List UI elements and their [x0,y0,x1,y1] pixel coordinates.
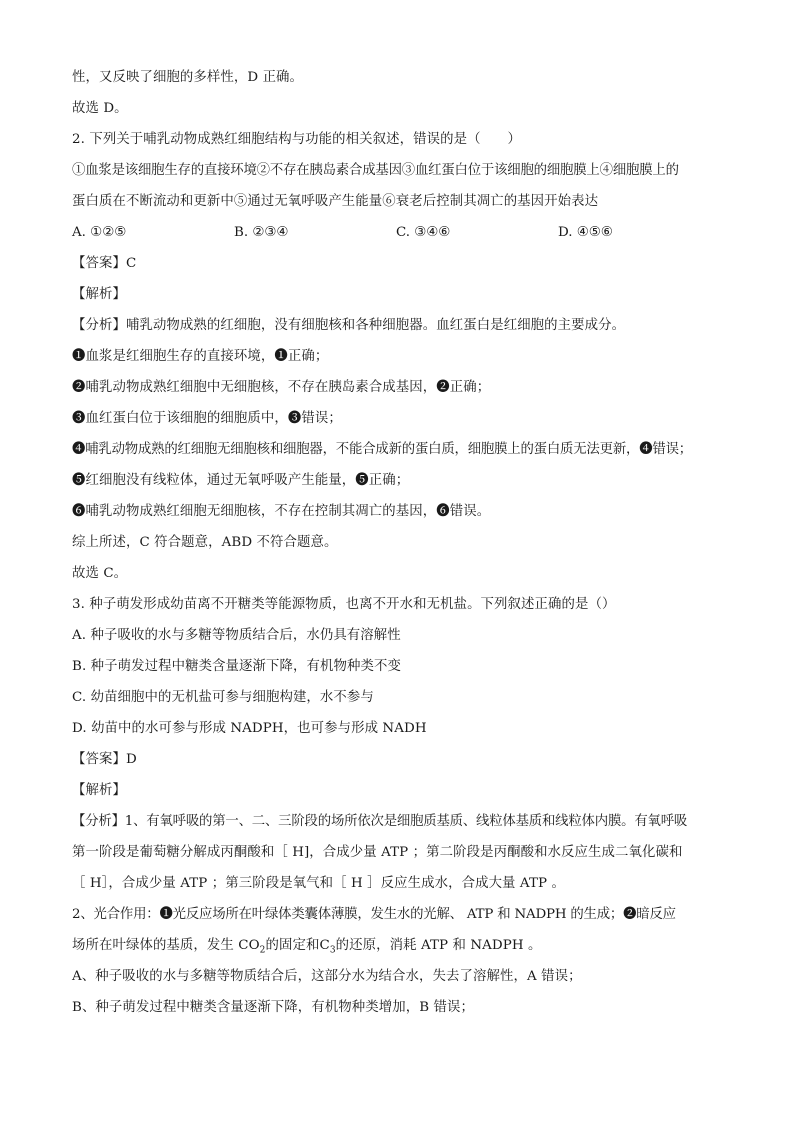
document-page [72,62,722,1023]
option-d: D. 幼苗中的水可参与形成 NADPH，也可参与形成 NADH [72,721,427,736]
answer-label: 【答案】D [72,752,137,767]
subscript: 2 [259,945,266,956]
option-c: C. 幼苗细胞中的无机盐可参与细胞构建，水不参与 [72,690,374,705]
text-line: 性，又反映了细胞的多样性，D 正确。 [72,70,304,85]
question-2-stem: 2. 下列关于哺乳动物成熟红细胞结构与功能的相关叙述，错误的是（ ） [72,132,522,147]
text-line: 2、光合作用：❶光反应场所在叶绿体类囊体薄膜，发生水的光解、 ATP 和 NADPH 的生成；❷暗反应 [72,907,676,922]
analysis-heading: 【解析】 [72,783,126,798]
text-line: ❺红细胞没有线粒体，通过无氧呼吸产生能量，❺正确； [72,473,410,488]
option-a: A. 种子吸收的水与多糖等物质结合后，水仍具有溶解性 [72,628,401,643]
option-d: D. ④⑤⑥ [558,225,613,240]
option-b: B. 种子萌发过程中糖类含量逐渐下降，有机物种类不变 [72,659,401,674]
option-a: A. ①②⑤ [72,225,127,240]
text-segment: 的还原，消耗 ATP 和 NADPH 。 [335,938,542,953]
text-segment: 场所在叶绿体的基质，发生 CO [72,938,260,953]
text-line: ❹哺乳动物成熟的红细胞无细胞核和细胞器，不能合成新的蛋白质，细胞膜上的蛋白质无法更新，❹错误； [72,442,692,457]
text-line: 【分析】1、有氧呼吸的第一、二、三阶段的场所依次是细胞质基质、线粒体基质和线粒体内膜。有氧呼吸 [72,814,688,829]
analysis-heading: 【解析】 [72,287,126,302]
text-line: ❶血浆是红细胞生存的直接环境，❶正确； [72,349,329,364]
question-2-options [72,217,722,248]
option-b: B. ②③④ [234,225,289,240]
text-line: A、种子吸收的水与多糖等物质结合后，这部分水为结合水，失去了溶解性，A 错误； [72,969,582,984]
text-segment: 的固定和C [265,938,330,953]
text-line: 【分析】哺乳动物成熟的红细胞，没有细胞核和各种细胞器。血红蛋白是红细胞的主要成分。 [72,318,626,333]
text-line: 故选 D。 [72,101,128,116]
text-line: 第一阶段是葡萄糖分解成丙酮酸和［ H]，合成少量 ATP ；第二阶段是丙酮酸和水反应生成二氧化碳和 [72,845,683,860]
text-line: ❷哺乳动物成熟红细胞中无细胞核，不存在胰岛素合成基因，❷正确； [72,380,491,395]
text-line: 综上所述，C 符合题意，ABD 不符合题意。 [72,535,338,550]
text-line: ❻哺乳动物成熟红细胞无细胞核，不存在控制其凋亡的基因，❻错误。 [72,504,491,519]
question-3-stem: 3. 种子萌发形成幼苗离不开糖类等能源物质，也离不开水和无机盐。下列叙述正确的是（） [72,597,616,612]
text-line: ①血浆是该细胞生存的直接环境②不存在胰岛素合成基因③血红蛋白位于该细胞的细胞膜上④细胞膜上的 [72,163,679,178]
text-line: ❸血红蛋白位于该细胞的细胞质中，❸错误； [72,411,342,426]
option-c: C. ③④⑥ [396,225,451,240]
text-line: ［ H］，合成少量 ATP ；第三阶段是氧气和［ H ］反应生成水，合成大量 ATP 。 [72,876,565,891]
text-line: B、种子萌发过程中糖类含量逐渐下降，有机物种类增加，B 错误； [72,1000,474,1015]
text-line [72,930,722,961]
text-line: 故选 C。 [72,566,128,581]
subscript: 3 [329,945,336,956]
text-line: 蛋白质在不断流动和更新中⑤通过无氧呼吸产生能量⑥衰老后控制其凋亡的基因开始表达 [72,194,599,209]
answer-label: 【答案】C [72,256,137,271]
